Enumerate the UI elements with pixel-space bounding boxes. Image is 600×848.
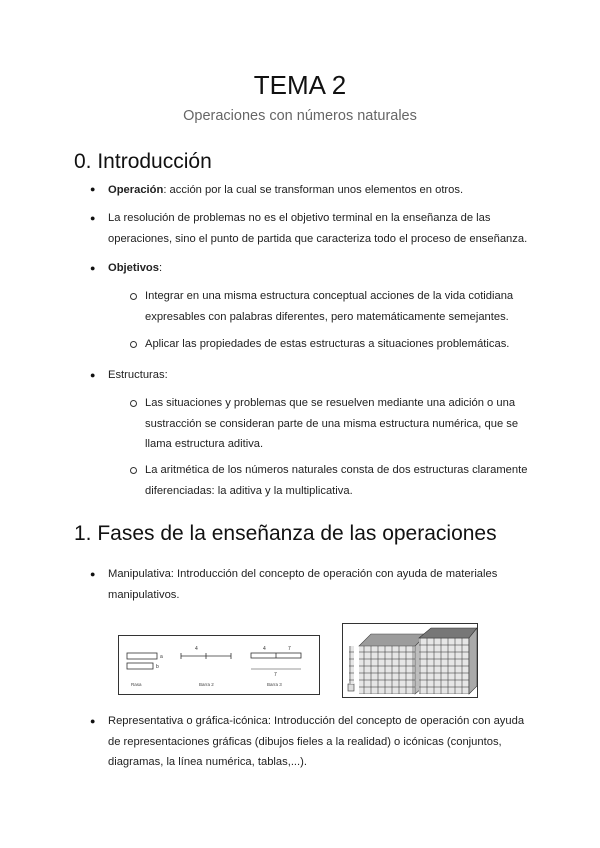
text-line: expresables con palabras diferentes, pero matemáticamente semejantes.	[145, 310, 509, 323]
thousand-cube	[419, 638, 469, 694]
text-line: La resolución de problemas no es el objetivo terminal en la enseñanza de las	[108, 212, 491, 224]
cube-top	[419, 628, 477, 638]
text-line: manipulativos.	[108, 588, 180, 601]
number-label: 7	[274, 672, 277, 678]
unit-cube	[348, 684, 354, 691]
paragraph-representativa	[108, 711, 524, 773]
bar-model-figure	[118, 635, 320, 695]
bullet-icon: ●	[90, 184, 96, 194]
base-ten-blocks-image	[343, 624, 477, 697]
number-label: 7	[288, 646, 291, 652]
paragraph-objetivo-1	[145, 286, 513, 327]
cube-side	[469, 628, 477, 694]
definition-text: : acción por la cual se transforman unos elementos en otros.	[163, 184, 464, 196]
number-label: 4	[263, 646, 266, 652]
colon: :	[158, 262, 163, 274]
bar-model-diagram	[119, 636, 319, 694]
document-subtitle: Operaciones con números naturales	[183, 108, 417, 124]
circle-bullet-icon	[130, 400, 137, 407]
paragraph-estructuras: Estructuras:	[108, 369, 168, 381]
bullet-icon: ●	[90, 716, 96, 726]
paragraph-objetivos	[108, 258, 162, 279]
section-heading-fases: 1. Fases de la enseñanza de las operaciones	[74, 522, 497, 545]
bar-b	[127, 663, 153, 669]
bullet-icon: ●	[90, 569, 96, 579]
bar-a	[127, 653, 157, 659]
bullet-icon: ●	[90, 263, 96, 273]
text-line: Integrar en una misma estructura conceptual acciones de la vida cotidiana	[145, 290, 514, 302]
text-line: Representativa o gráfica-icónica: Introducción del concepto de operación con ayuda	[108, 715, 525, 727]
paragraph-estructura-2	[145, 460, 527, 501]
ten-rod	[349, 646, 354, 684]
paragraph-objetivo-2: Aplicar las propiedades de estas estructuras a situaciones problemáticas.	[145, 338, 510, 350]
block-top	[359, 634, 427, 646]
text-line: Las situaciones y problemas que se resuelven mediante una adición o una	[145, 397, 516, 409]
text-line: diagramas, la línea numérica, tablas,...).	[108, 756, 307, 768]
section-heading-introduccion: 0. Introducción	[74, 150, 212, 173]
paragraph-resolucion	[108, 208, 527, 249]
base-ten-blocks-figure	[342, 623, 478, 698]
bullet-icon: ●	[90, 213, 96, 223]
term-objetivos: Objetivos	[108, 262, 159, 274]
paragraph-estructura-1	[145, 393, 518, 455]
text-line: diferenciadas: la aditiva y la multiplicativa.	[145, 484, 353, 497]
number-label: 4	[195, 646, 198, 652]
text-line: operaciones, sino el punto de partida que caracteriza todo el proceso de enseñanza.	[108, 232, 528, 245]
hundreds-flat	[359, 646, 415, 694]
paragraph-manipulativa	[108, 564, 497, 605]
circle-bullet-icon	[130, 341, 137, 348]
caption: Barra 3	[267, 682, 282, 687]
caption: Barra 2	[199, 682, 214, 687]
text-line: sustracción se consideran parte de una misma estructura numérica, que se	[145, 417, 519, 430]
circle-bullet-icon	[130, 293, 137, 300]
text-line: Manipulativa: Introducción del concepto de operación con ayuda de materiales	[108, 568, 498, 580]
text-line: de representaciones gráficas (dibujos fieles a la realidad) o icónicas (conjuntos,	[108, 735, 502, 748]
paragraph-operacion	[108, 180, 463, 201]
circle-bullet-icon	[130, 467, 137, 474]
document-title: TEMA 2	[253, 70, 347, 100]
bullet-icon: ●	[90, 370, 96, 380]
bar-b-label: b	[156, 664, 159, 670]
bar-a-label: a	[160, 654, 163, 660]
caption: Rasa	[131, 682, 142, 687]
text-line: llama estructura aditiva.	[145, 438, 264, 450]
term-operacion: Operación	[108, 184, 164, 196]
text-line: La aritmética de los números naturales consta de dos estructuras claramente	[145, 464, 528, 476]
